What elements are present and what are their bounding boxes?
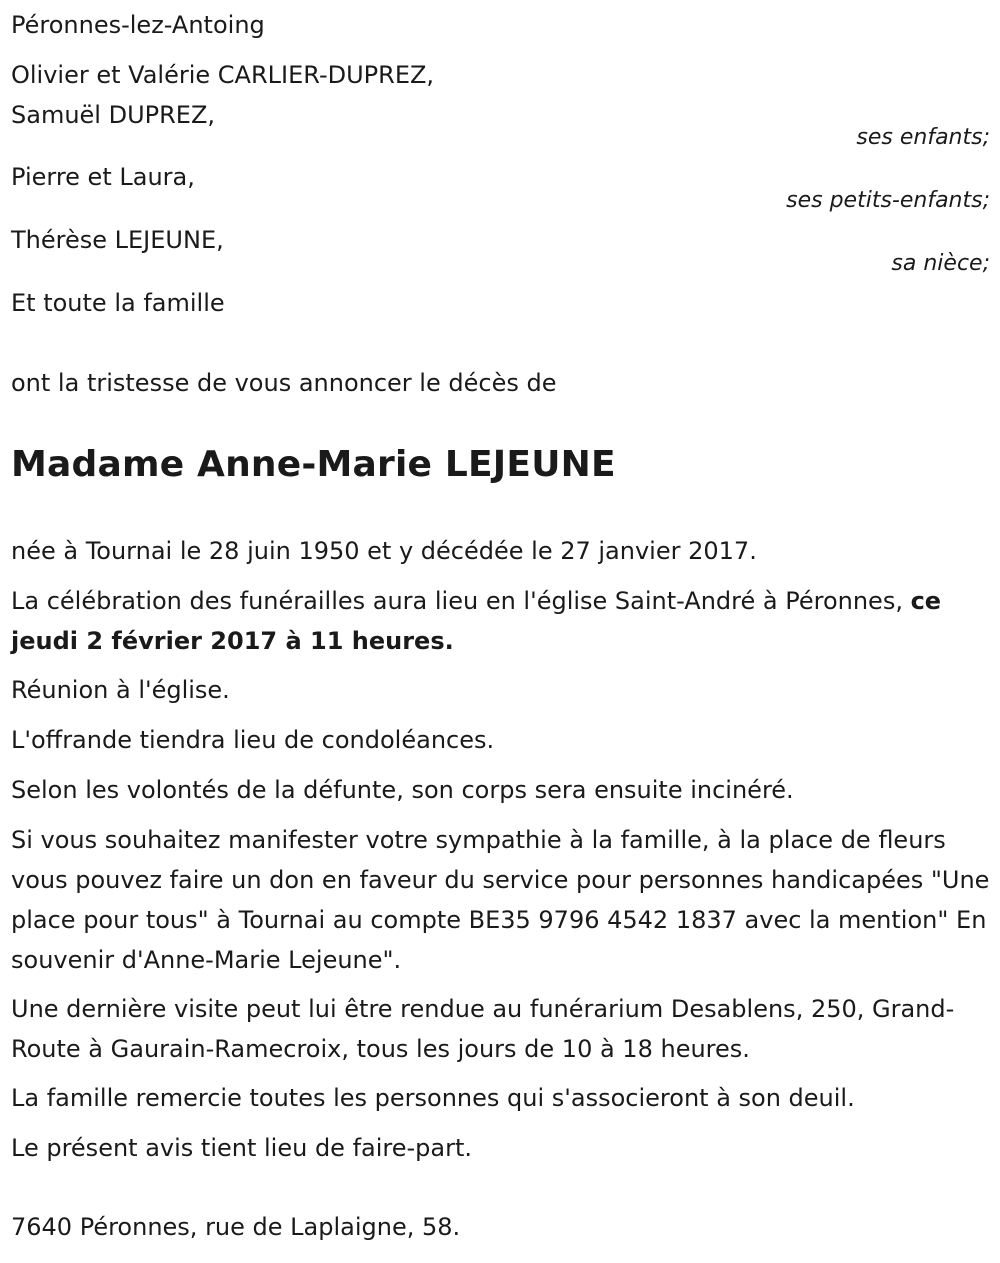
whole-family: Et toute la famille bbox=[11, 289, 225, 317]
grandchildren-role: ses petits-enfants; bbox=[786, 188, 990, 213]
thanks-info: La famille remercie toutes les personnes qui s'associeront à son deuil. bbox=[11, 1084, 855, 1112]
cremation-info: Selon les volontés de la défunte, son corps sera ensuite incinéré. bbox=[11, 776, 794, 804]
notice-info: Le présent avis tient lieu de faire-part. bbox=[11, 1134, 473, 1162]
children-names-line1: Olivier et Valérie CARLIER-DUPREZ, bbox=[11, 61, 435, 89]
celebration-date: ce jeudi 2 février 2017 à 11 heures. bbox=[11, 587, 942, 655]
birth-death-dates: née à Tournai le 28 juin 1950 et y décédée le 27 janvier 2017. bbox=[11, 537, 757, 565]
announcement-intro: ont la tristesse de vous annoncer le décès de bbox=[11, 369, 557, 397]
visit-paragraph: Une dernière visite peut lui être rendue au funérarium Desablens, 250, Grand-Route à Gaurain-Ramecroix, tous les jours de 10 à 18 heures. bbox=[11, 995, 955, 1063]
meeting-info: Réunion à l'église. bbox=[11, 676, 230, 704]
children-role: ses enfants; bbox=[856, 125, 990, 150]
family-address: 7640 Péronnes, rue de Laplaigne, 58. bbox=[11, 1213, 461, 1241]
niece-name: Thérèse LEJEUNE, bbox=[11, 226, 224, 254]
celebration-paragraph bbox=[11, 581, 996, 661]
children-names-line2: Samuël DUPREZ, bbox=[11, 101, 216, 129]
place-heading: Péronnes-lez-Antoing bbox=[11, 11, 265, 39]
celebration-text: La célébration des funérailles aura lieu en l'église Saint-André à Péronnes, bbox=[11, 587, 911, 615]
niece-role: sa nièce; bbox=[891, 251, 990, 276]
offering-info: L'offrande tiendra lieu de condoléances. bbox=[11, 726, 495, 754]
deceased-name: Madame Anne-Marie LEJEUNE bbox=[11, 444, 616, 485]
donation-paragraph: Si vous souhaitez manifester votre sympathie à la famille, à la place de fleurs vous pouvez faire un don en faveur du service pour personnes handicapées "Une place pour tous" à Tournai au compte BE35 9796 4542 1837 avec la mention" En souvenir d'Anne-Marie Lejeune". bbox=[11, 826, 990, 974]
grandchildren-names: Pierre et Laura, bbox=[11, 163, 195, 191]
